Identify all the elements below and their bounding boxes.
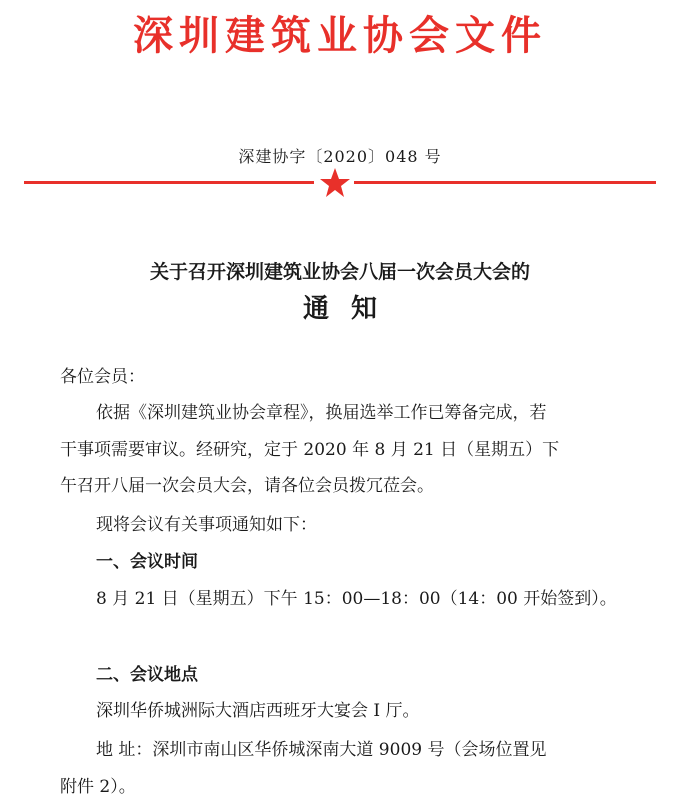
- paragraph-line: 干事项需要审议。经研究，定于 2020 年 8 月 21 日（星期五）下: [60, 440, 560, 460]
- address-line: 附件 2）。: [60, 777, 136, 797]
- star-icon: [318, 166, 352, 200]
- red-divider-left: [24, 181, 314, 184]
- red-divider-right: [354, 181, 656, 184]
- section-heading-location: 二、会议地点: [96, 665, 198, 685]
- paragraph-line: 依据《深圳建筑业协会章程》，换届选举工作已筹备完成，若: [96, 403, 547, 423]
- notice-title: 关于召开深圳建筑业协会八届一次会员大会的: [149, 261, 530, 283]
- notice-title-2: 通知: [302, 294, 399, 324]
- section-heading-time: 一、会议时间: [96, 552, 198, 572]
- address-line: 地 址：深圳市南山区华侨城深南大道 9009 号（会场位置见: [96, 740, 547, 760]
- section-body-location: 深圳华侨城洲际大酒店西班牙大宴会 I 厅。: [96, 701, 420, 721]
- intro-line: 现将会议有关事项通知如下：: [96, 515, 317, 535]
- paragraph-line: 午召开八届一次会员大会，请各位会员拨冗莅会。: [60, 476, 434, 496]
- salutation: 各位会员：: [60, 367, 145, 387]
- section-body-time: 8 月 21 日（星期五）下午 15：00—18：00（14：00 开始签到）。: [96, 589, 617, 609]
- masthead: 深圳建筑业协会文件: [133, 12, 547, 59]
- document-number: 深建协字〔2020〕048 号: [238, 147, 442, 166]
